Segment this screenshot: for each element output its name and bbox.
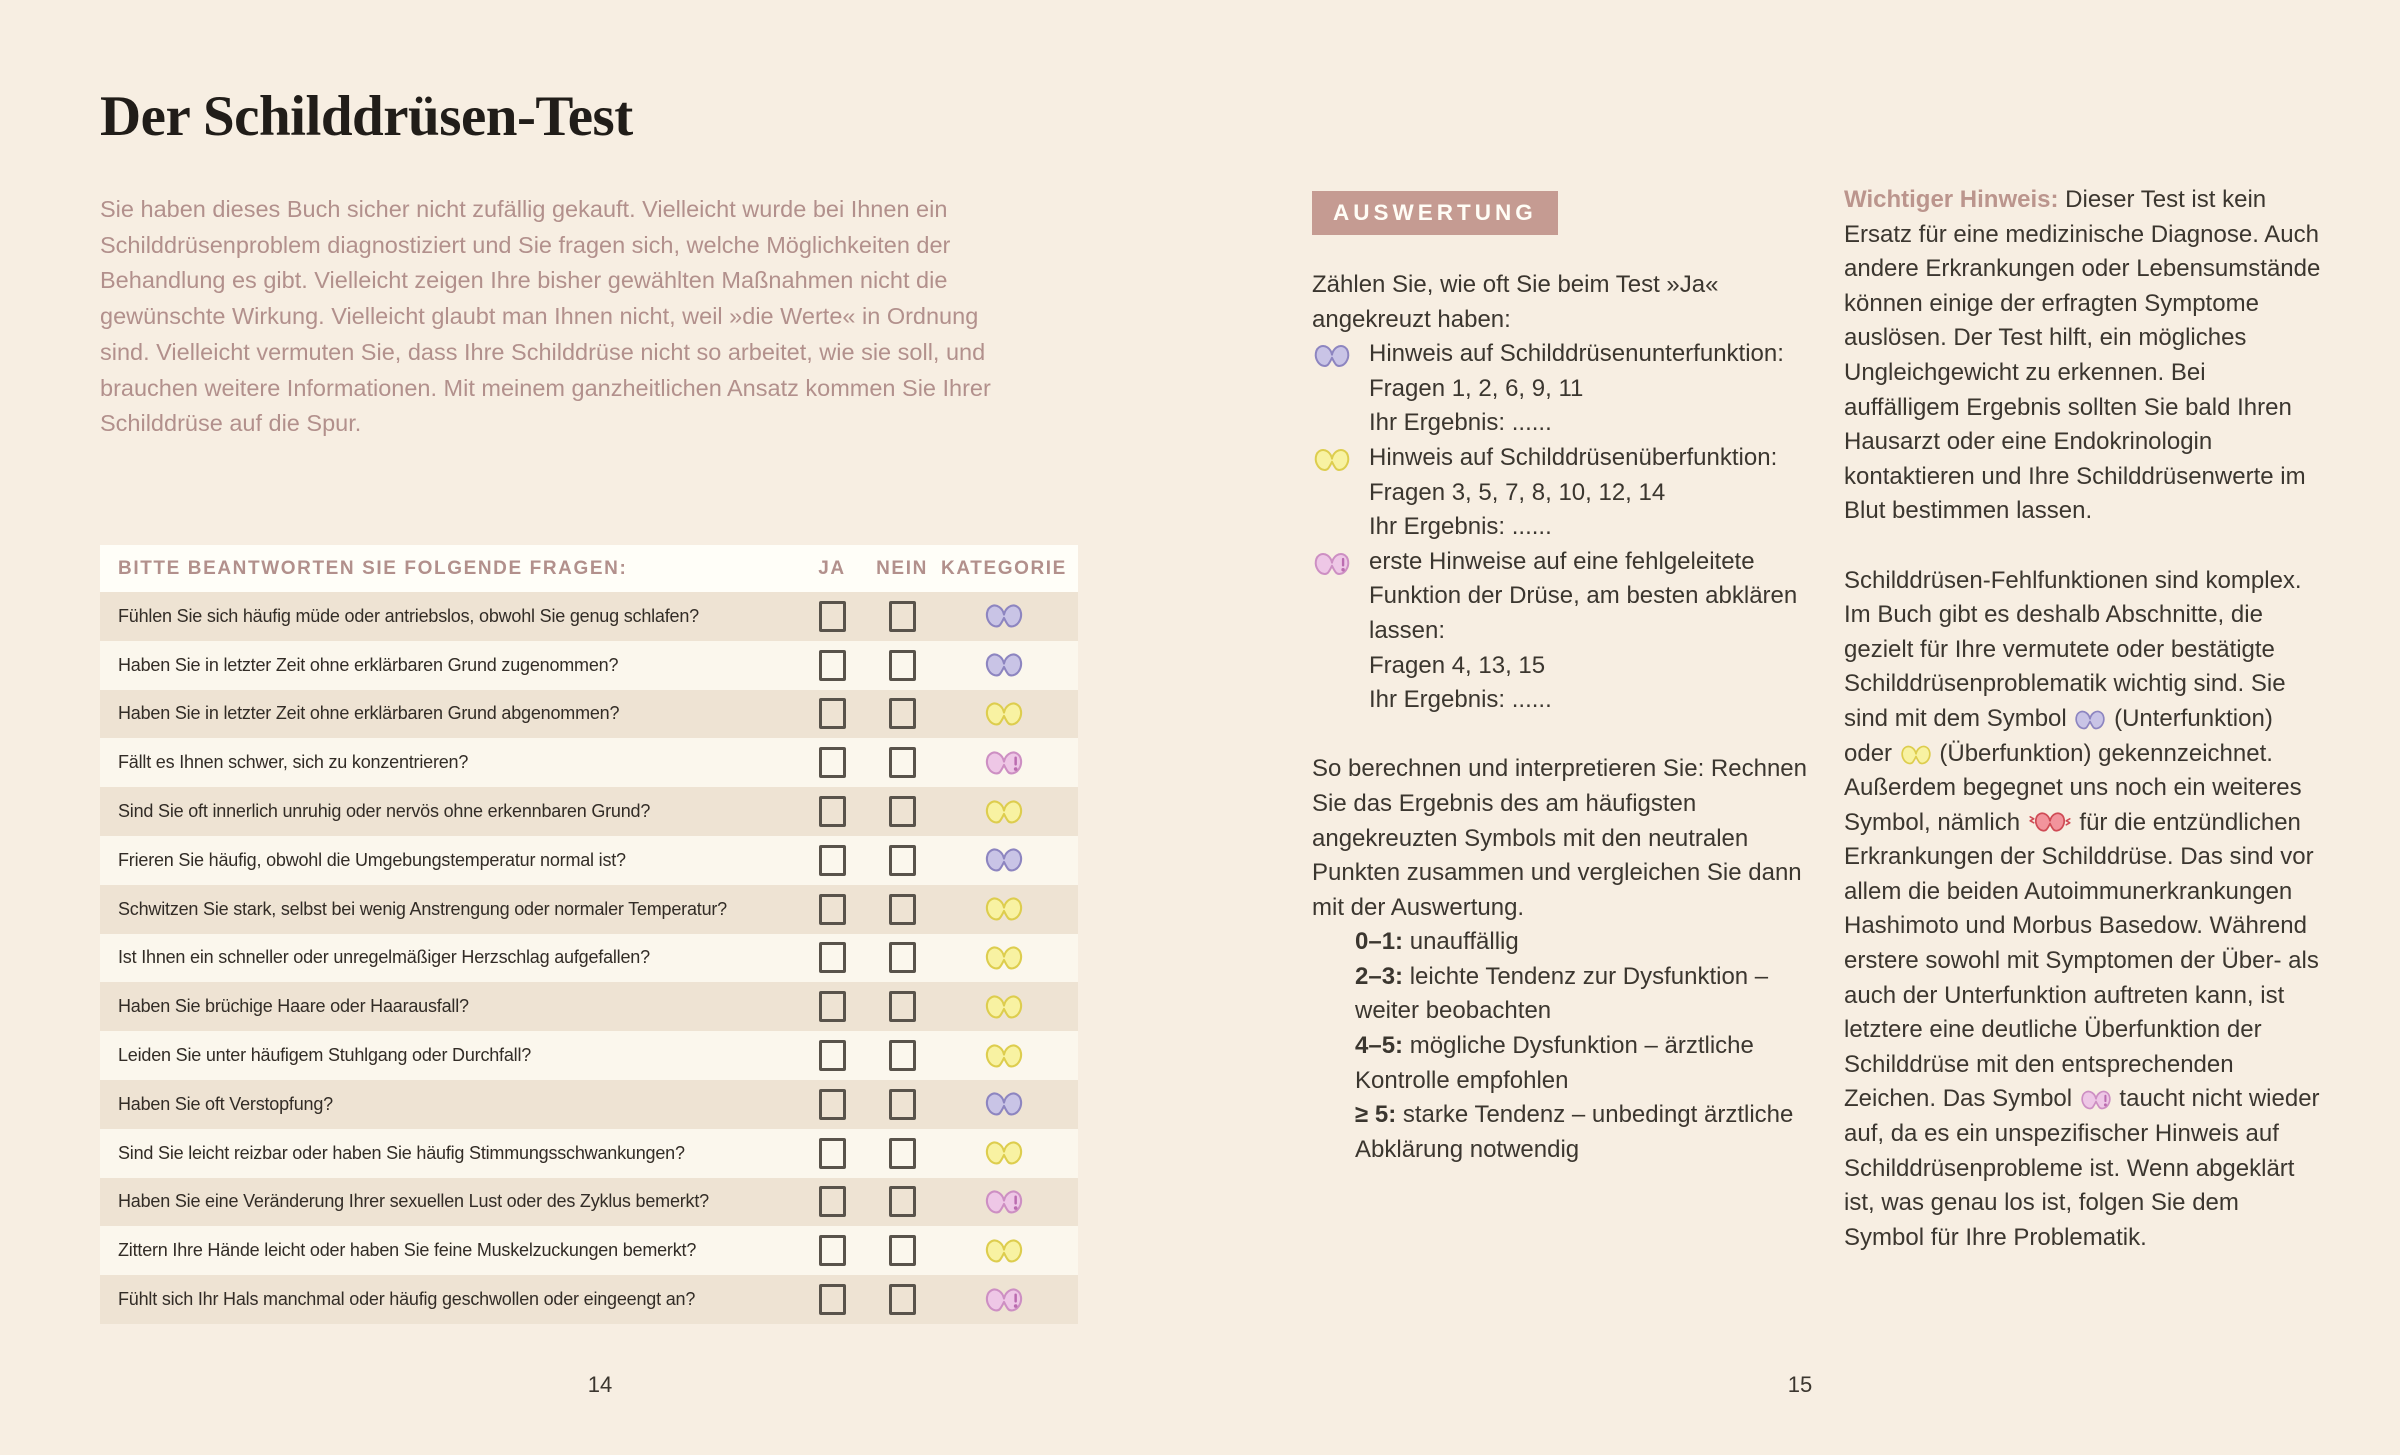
table-row: [100, 1080, 1078, 1129]
score-range: ≥ 5:: [1355, 1101, 1397, 1129]
thyroid-overactive-icon: [1312, 441, 1369, 474]
ja-checkbox[interactable]: [819, 845, 846, 876]
nein-checkbox[interactable]: [889, 1040, 916, 1071]
table-row: [100, 738, 1078, 787]
thyroid-overactive-icon: [983, 992, 1025, 1022]
calculation-paragraph: So berechnen und interpretieren Sie: Rechnen Sie das Ergebnis des am häufigsten angekreuzten Symbols mit den neutralen Punkten zusammen und vergleichen Sie dann mit der Auswertung.: [1312, 755, 1807, 921]
page-title: Der Schilddrüsen-Test: [100, 85, 633, 148]
score-item: [1355, 1029, 1817, 1098]
question-text: Frieren Sie häufig, obwohl die Umgebungstemperatur normal ist?: [118, 849, 626, 870]
evaluation-line: Ihr Ergebnis: ......: [1369, 513, 1552, 541]
ja-checkbox[interactable]: [819, 1040, 846, 1071]
question-text: Haben Sie oft Verstopfung?: [118, 1093, 333, 1114]
thyroid-misdirected-icon: [983, 748, 1025, 778]
table-row: [100, 1275, 1078, 1324]
nein-checkbox[interactable]: [889, 1235, 916, 1266]
ja-checkbox[interactable]: [819, 1186, 846, 1217]
thyroid-underactive-icon: [983, 650, 1025, 680]
table-row: [100, 592, 1078, 641]
score-item: [1355, 960, 1817, 1029]
important-note-text: Dieser Test ist kein Ersatz für eine medizinische Diagnose. Auch andere Erkrankungen oder Lebensumstände können einige der erfragten Symptome auslösen. Der Test hilft, ein mögliches Ungleichgewicht zu erkennen. Bei auffälligem Ergebnis sollten Sie bald Ihren Hausarzt oder eine Endokrinologin kontaktieren und Ihre Schilddrüsenwerte im Blut bestimmen lassen.: [1844, 186, 2321, 525]
nein-checkbox[interactable]: [889, 1186, 916, 1217]
ja-checkbox[interactable]: [819, 650, 846, 681]
evaluation-item: [1312, 337, 1817, 441]
page-number-left: 14: [587, 1372, 613, 1397]
header-kategorie-label: KATEGORIE: [941, 557, 1067, 579]
nein-checkbox[interactable]: [889, 601, 916, 632]
score-range: 2–3:: [1355, 962, 1404, 990]
score-text: unauffällig: [1409, 928, 1519, 956]
nein-checkbox[interactable]: [889, 991, 916, 1022]
ja-checkbox[interactable]: [819, 698, 846, 729]
ja-checkbox[interactable]: [819, 1138, 846, 1169]
question-text: Fühlt sich Ihr Hals manchmal oder häufig geschwollen oder eingeengt an?: [118, 1289, 696, 1310]
thyroid-overactive-icon: [983, 1236, 1025, 1266]
intro-paragraph: Sie haben dieses Buch sicher nicht zufällig gekauft. Vielleicht wurde bei Ihnen ein Schilddrüsenproblem diagnostiziert und Sie fragen sich, welche Möglichkeiten der Behandlung es gibt. Vielleicht zeigen Ihre bisher gewählten Maßnahmen nicht die gewünschte Wirkung. Vielleicht glaubt man Ihnen nicht, weil »die Werte« in Ordnung sind. Vielleicht vermuten Sie, dass Ihre Schilddrüse nicht so arbeitet, wie sie soll, und brauchen weitere Informationen. Mit meinem ganzheitlichen Ansatz kommen Sie Ihrer Schilddrüse auf die Spur.: [100, 196, 991, 437]
ja-checkbox[interactable]: [819, 1089, 846, 1120]
thyroid-overactive-icon: [983, 699, 1025, 729]
header-questions-label: BITTE BEANTWORTEN SIE FOLGENDE FRAGEN:: [118, 557, 628, 579]
thyroid-overactive-icon: [983, 1138, 1025, 1168]
table-body: [100, 592, 1078, 1324]
header-nein-label: NEIN: [876, 557, 928, 579]
nein-checkbox[interactable]: [889, 1284, 916, 1315]
page-number-right: 15: [1787, 1372, 1813, 1397]
question-text: Haben Sie brüchige Haare oder Haarausfall?: [118, 996, 469, 1017]
evaluation-items: [1312, 337, 1817, 718]
ja-checkbox[interactable]: [819, 601, 846, 632]
symbols-paragraph: Schilddrüsen-Fehlfunktionen sind komplex. Im Buch gibt es deshalb Abschnitte, die gezielt für Ihre vermutete oder bestätigte Schilddrüsenproblematik wichtig sind. Sie sind mit dem Symbol (Unterfunktion) oder (Überfunktion) gekennzeichnet. Außerdem begegnet uns noch ein weiteres Symbol, nämlich für die entzündlichen Erkrankungen der Schilddrüse. Das sind vor allem die beiden Autoimmunerkrankungen Hashimoto und Morbus Basedow. Während erstere sowohl mit Symptomen der Über- als auch der Unterfunktion auftreten kann, ist letztere eine deutliche Überfunktion der Schilddrüse mit den entsprechenden Zeichen. Das Symbol taucht nicht wieder auf, da es ein unspezifischer Hinweis auf Schilddrüsenprobleme ist. Wenn abgeklärt ist, was genau los ist, folgen Sie dem Symbol für Ihre Problematik.: [1844, 566, 2320, 1251]
important-note-paragraph: [1844, 183, 2322, 529]
table-row: [100, 885, 1078, 934]
question-text: Sind Sie leicht reizbar oder haben Sie häufig Stimmungsschwankungen?: [118, 1142, 685, 1163]
ja-checkbox[interactable]: [819, 747, 846, 778]
thyroid-misdirected-icon: [2079, 1085, 2113, 1112]
nein-checkbox[interactable]: [889, 845, 916, 876]
question-text: Fühlen Sie sich häufig müde oder antriebslos, obwohl Sie genug schlafen?: [118, 605, 699, 626]
nein-checkbox[interactable]: [889, 650, 916, 681]
evaluation-line: Fragen 4, 13, 15: [1369, 651, 1546, 679]
thyroid-overactive-icon: [1899, 740, 1933, 767]
nein-checkbox[interactable]: [889, 1089, 916, 1120]
evaluation-line: Ihr Ergebnis: ......: [1369, 409, 1552, 437]
thyroid-underactive-icon: [983, 601, 1025, 631]
score-text: leichte Tendenz zur Dysfunktion – weiter beobachten: [1355, 962, 1769, 1025]
table-header-row: [100, 545, 1078, 592]
question-text: Haben Sie in letzter Zeit ohne erklärbaren Grund zugenommen?: [118, 654, 619, 675]
table-row: [100, 1129, 1078, 1178]
thyroid-underactive-icon: [1312, 337, 1369, 370]
thyroid-overactive-icon: [983, 1041, 1025, 1071]
ja-checkbox[interactable]: [819, 1235, 846, 1266]
table-row: [100, 836, 1078, 885]
thyroid-underactive-icon: [983, 1089, 1025, 1119]
evaluation-line: Fragen 3, 5, 7, 8, 10, 12, 14: [1369, 478, 1666, 506]
score-legend: [1312, 925, 1817, 1167]
ja-checkbox[interactable]: [819, 991, 846, 1022]
table-row: [100, 641, 1078, 690]
auswertung-heading: AUSWERTUNG: [1312, 191, 1558, 235]
evaluation-intro: Zählen Sie, wie oft Sie beim Test »Ja« angekreuzt haben:: [1312, 271, 1719, 333]
question-text: Schwitzen Sie stark, selbst bei wenig Anstrengung oder normaler Temperatur?: [118, 898, 727, 919]
score-range: 4–5:: [1355, 1032, 1404, 1060]
thyroid-misdirected-icon: [1312, 545, 1369, 578]
question-text: Sind Sie oft innerlich unruhig oder nervös ohne erkennbaren Grund?: [118, 801, 651, 822]
thyroid-underactive-icon: [2073, 705, 2107, 732]
table-row: [100, 1031, 1078, 1080]
notes-column: [1844, 183, 2322, 1255]
table-row: [100, 982, 1078, 1031]
nein-checkbox[interactable]: [889, 942, 916, 973]
table-row: [100, 787, 1078, 836]
nein-checkbox[interactable]: [889, 747, 916, 778]
evaluation-item: [1312, 441, 1817, 545]
nein-checkbox[interactable]: [889, 796, 916, 827]
evaluation-line: erste Hinweise auf eine fehlgeleitete Funktion der Drüse, am besten abklären lassen:: [1369, 547, 1798, 644]
score-range: 0–1:: [1355, 928, 1404, 956]
question-text: Leiden Sie unter häufigem Stuhlgang oder Durchfall?: [118, 1045, 532, 1066]
question-text: Fällt es Ihnen schwer, sich zu konzentrieren?: [118, 752, 469, 773]
thyroid-overactive-icon: [983, 797, 1025, 827]
thyroid-overactive-icon: [983, 943, 1025, 973]
thyroid-misdirected-icon: [983, 1285, 1025, 1315]
question-text: Ist Ihnen ein schneller oder unregelmäßiger Herzschlag aufgefallen?: [118, 947, 650, 968]
score-text: mögliche Dysfunktion – ärztliche Kontrolle empfohlen: [1355, 1032, 1754, 1094]
evaluation-line: Hinweis auf Schilddrüsenunterfunktion:: [1369, 340, 1784, 368]
ja-checkbox[interactable]: [819, 1284, 846, 1315]
evaluation-item: [1312, 545, 1817, 718]
question-text: Haben Sie in letzter Zeit ohne erklärbaren Grund abgenommen?: [118, 703, 620, 724]
important-note-label: Wichtiger Hinweis:: [1844, 186, 2059, 213]
thyroid-overactive-icon: [983, 894, 1025, 924]
thyroid-inflamed-icon: [2027, 809, 2073, 836]
nein-checkbox[interactable]: [889, 894, 916, 925]
thyroid-misdirected-icon: [983, 1187, 1025, 1217]
question-text: Zittern Ihre Hände leicht oder haben Sie feine Muskelzuckungen bemerkt?: [118, 1240, 697, 1261]
evaluation-column: [1312, 268, 1817, 1167]
table-row: [100, 934, 1078, 983]
questions-table: [100, 545, 1078, 1324]
thyroid-underactive-icon: [983, 845, 1025, 875]
score-item: [1355, 925, 1817, 960]
table-row: [100, 1226, 1078, 1275]
evaluation-line: Ihr Ergebnis: ......: [1369, 686, 1552, 714]
table-row: [100, 690, 1078, 739]
evaluation-line: Fragen 1, 2, 6, 9, 11: [1369, 374, 1584, 402]
nein-checkbox[interactable]: [889, 698, 916, 729]
score-text: starke Tendenz – unbedingt ärztliche Abklärung notwendig: [1355, 1101, 1794, 1163]
ja-checkbox[interactable]: [819, 942, 846, 973]
ja-checkbox[interactable]: [819, 894, 846, 925]
question-text: Haben Sie eine Veränderung Ihrer sexuellen Lust oder des Zyklus bemerkt?: [118, 1191, 709, 1212]
table-row: [100, 1178, 1078, 1227]
nein-checkbox[interactable]: [889, 1138, 916, 1169]
score-item: [1355, 1098, 1817, 1167]
evaluation-line: Hinweis auf Schilddrüsenüberfunktion:: [1369, 443, 1778, 471]
header-ja-label: JA: [818, 557, 846, 579]
ja-checkbox[interactable]: [819, 796, 846, 827]
